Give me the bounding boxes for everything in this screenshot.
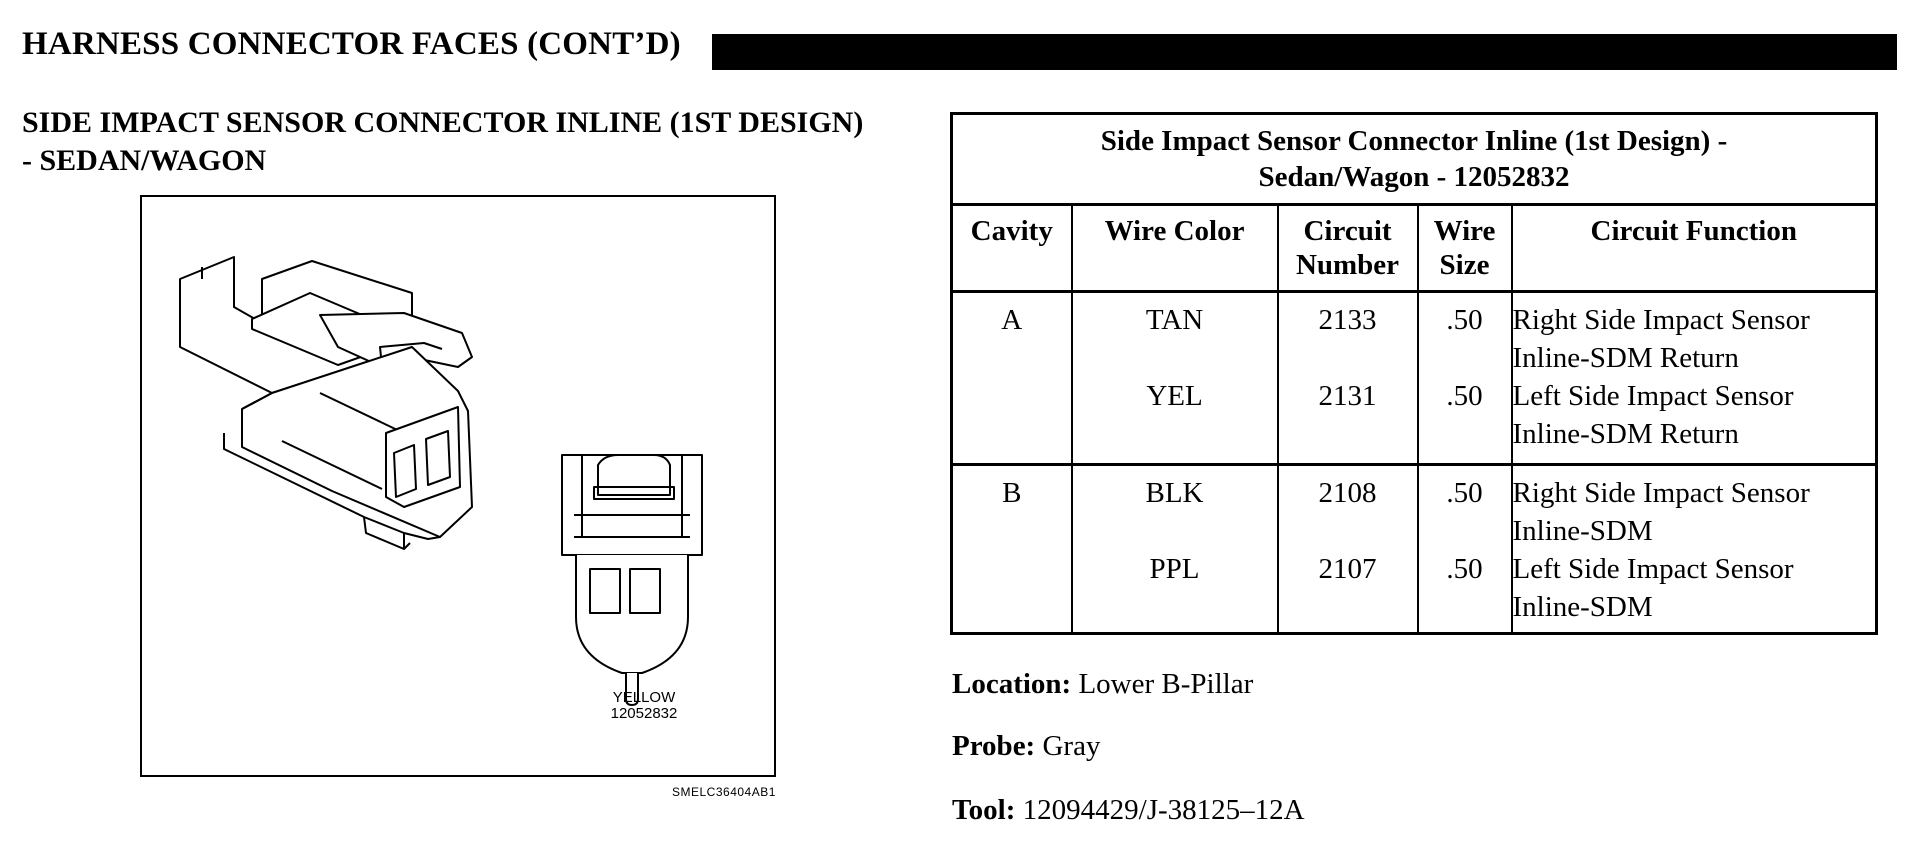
wire-size-value: .50 (1446, 380, 1483, 412)
connector-color-label: YELLOW (612, 689, 676, 706)
col-header-circuit-number-line1: Circuit (1303, 215, 1392, 247)
circuit-function-value: Inline-SDM Return (1512, 342, 1739, 374)
section-title-line2: - SEDAN/WAGON (22, 144, 267, 177)
probe-value: Gray (1042, 730, 1101, 762)
tool-value: 12094429/J-38125–12A (1022, 794, 1305, 826)
col-header-wire-size (1418, 205, 1512, 292)
col-header-cavity: Cavity (952, 205, 1072, 292)
col-header-circuit-number-line2: Number (1295, 249, 1400, 281)
circuit-function-cell (1512, 465, 1877, 634)
col-header-circuit-function: Circuit Function (1512, 205, 1877, 292)
circuit-number-value: 2108 (1318, 477, 1377, 509)
circuit-function-value: Right Side Impact Sensor (1512, 304, 1810, 336)
wire-color-value: TAN (1145, 304, 1204, 336)
col-header-wire-color: Wire Color (1072, 205, 1278, 292)
table-caption-line1: Side Impact Sensor Connector Inline (1st Design) - (1100, 125, 1728, 157)
probe-info (952, 730, 1100, 763)
tool-info (952, 794, 1305, 827)
col-header-wire-size-line2: Size (1439, 249, 1490, 281)
figure-code: SMELC36404AB1 (672, 785, 776, 799)
connector-part-label: 12052832 (610, 705, 678, 722)
circuit-number-cell (1278, 292, 1418, 465)
wire-color-cell (1072, 465, 1278, 634)
cavity-cell (952, 292, 1072, 465)
wire-size-value: .50 (1446, 553, 1483, 585)
circuit-number-cell (1278, 465, 1418, 634)
circuit-function-cell (1512, 292, 1877, 465)
location-value: Lower B-Pillar (1078, 668, 1254, 700)
wire-color-value: BLK (1145, 477, 1204, 509)
cavity-value: B (1002, 477, 1022, 509)
wire-color-value: PPL (1149, 553, 1200, 585)
circuit-number-value: 2107 (1318, 553, 1377, 585)
section-title (22, 104, 863, 180)
wire-size-value: .50 (1446, 304, 1483, 336)
circuit-function-value: Inline-SDM (1512, 591, 1653, 623)
wire-color-cell (1072, 292, 1278, 465)
page-title: HARNESS CONNECTOR FACES (CONT’D) (22, 26, 681, 62)
cavity-value: A (1001, 304, 1023, 336)
wire-size-value: .50 (1446, 477, 1483, 509)
wire-color-value: YEL (1146, 380, 1203, 412)
col-header-wire-size-line1: Wire (1433, 215, 1496, 247)
cavity-cell (952, 465, 1072, 634)
probe-label: Probe: (952, 730, 1036, 762)
circuit-function-value: Left Side Impact Sensor (1512, 380, 1794, 412)
section-title-line1: SIDE IMPACT SENSOR CONNECTOR INLINE (1ST DESIGN) (22, 106, 864, 139)
wire-size-cell (1418, 292, 1512, 465)
wire-size-cell (1418, 465, 1512, 634)
connector-front-view (562, 455, 702, 705)
header-bar (712, 34, 1897, 70)
table-caption-line2: Sedan/Wagon - 12052832 (1258, 161, 1570, 193)
connector-figure (140, 195, 776, 777)
location-info (952, 668, 1253, 701)
table-caption (952, 114, 1877, 205)
circuit-function-value: Left Side Impact Sensor (1512, 553, 1794, 585)
circuit-function-value: Inline-SDM (1512, 515, 1653, 547)
circuit-number-value: 2131 (1318, 380, 1377, 412)
connector-pinout-table (950, 112, 1878, 635)
table-row (952, 292, 1877, 465)
circuit-function-value: Right Side Impact Sensor (1512, 477, 1810, 509)
circuit-number-value: 2133 (1318, 304, 1377, 336)
tool-label: Tool: (952, 794, 1016, 826)
table-row (952, 465, 1877, 634)
connector-isometric (180, 257, 472, 549)
circuit-function-value: Inline-SDM Return (1512, 418, 1739, 450)
col-header-circuit-number (1278, 205, 1418, 292)
table-header-row (952, 205, 1877, 292)
location-label: Location: (952, 668, 1072, 700)
table-caption-row (952, 114, 1877, 205)
